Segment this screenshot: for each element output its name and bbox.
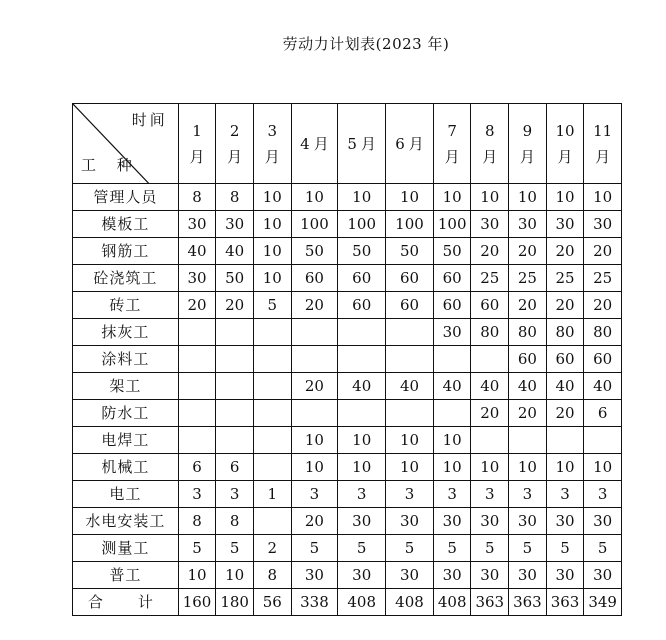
- total-label-cell: 合 计: [73, 589, 179, 616]
- headcount-cell: 80: [471, 319, 509, 346]
- headcount-cell: 10: [386, 184, 434, 211]
- headcount-cell: [471, 346, 509, 373]
- job-type-cell: 模板工: [73, 211, 179, 238]
- headcount-cell: 10: [253, 184, 291, 211]
- headcount-cell: 10: [584, 454, 622, 481]
- headcount-cell: 40: [178, 238, 216, 265]
- headcount-cell: 100: [338, 211, 386, 238]
- month-header-2: [216, 104, 254, 184]
- table-row: [73, 292, 622, 319]
- headcount-cell: 40: [216, 238, 254, 265]
- headcount-cell: 3: [291, 481, 338, 508]
- headcount-cell: 30: [509, 211, 547, 238]
- headcount-cell: [216, 400, 254, 427]
- headcount-cell: 60: [584, 346, 622, 373]
- month-unit: 月: [557, 147, 573, 166]
- headcount-cell: [433, 346, 471, 373]
- header-row: [73, 104, 622, 184]
- headcount-cell: 80: [546, 319, 584, 346]
- headcount-cell: 30: [584, 211, 622, 238]
- headcount-cell: 60: [291, 265, 338, 292]
- table-row: [73, 400, 622, 427]
- total-cell: 160: [178, 589, 216, 616]
- headcount-cell: [584, 427, 622, 454]
- headcount-cell: [178, 400, 216, 427]
- headcount-cell: 20: [509, 400, 547, 427]
- month-unit: 月: [482, 147, 498, 166]
- headcount-cell: [216, 319, 254, 346]
- headcount-cell: [253, 400, 291, 427]
- headcount-cell: 40: [338, 373, 386, 400]
- headcount-cell: 40: [546, 373, 584, 400]
- headcount-cell: 10: [291, 184, 338, 211]
- headcount-cell: 30: [471, 508, 509, 535]
- headcount-cell: 1: [253, 481, 291, 508]
- time-axis-label: 时间: [131, 111, 168, 129]
- headcount-cell: 3: [216, 481, 254, 508]
- headcount-cell: [253, 346, 291, 373]
- headcount-cell: 3: [584, 481, 622, 508]
- headcount-cell: [471, 427, 509, 454]
- job-type-cell: 电工: [73, 481, 179, 508]
- headcount-cell: 10: [253, 211, 291, 238]
- headcount-cell: 30: [338, 562, 386, 589]
- table-row: [73, 562, 622, 589]
- headcount-cell: 60: [338, 292, 386, 319]
- total-cell: 408: [386, 589, 434, 616]
- headcount-cell: 100: [386, 211, 434, 238]
- headcount-cell: [253, 427, 291, 454]
- headcount-cell: 10: [291, 454, 338, 481]
- headcount-cell: 20: [216, 292, 254, 319]
- job-type-cell: 砼浇筑工: [73, 265, 179, 292]
- headcount-cell: 3: [178, 481, 216, 508]
- headcount-cell: 3: [509, 481, 547, 508]
- headcount-cell: 50: [216, 265, 254, 292]
- month-number: 8: [485, 121, 495, 140]
- headcount-cell: [253, 508, 291, 535]
- month-number: 2: [229, 121, 240, 140]
- month-header-6: [386, 104, 434, 184]
- headcount-cell: 5: [509, 535, 547, 562]
- headcount-cell: [178, 319, 216, 346]
- headcount-cell: 80: [584, 319, 622, 346]
- month-header-4: [291, 104, 338, 184]
- headcount-cell: 20: [291, 292, 338, 319]
- table-row: [73, 373, 622, 400]
- headcount-cell: [216, 427, 254, 454]
- headcount-cell: 6: [178, 454, 216, 481]
- headcount-cell: 30: [546, 508, 584, 535]
- headcount-cell: 30: [291, 562, 338, 589]
- total-cell: 408: [338, 589, 386, 616]
- labor-plan-table: [72, 103, 622, 616]
- headcount-cell: 10: [291, 427, 338, 454]
- headcount-cell: 30: [216, 211, 254, 238]
- job-type-cell: 机械工: [73, 454, 179, 481]
- headcount-cell: [253, 373, 291, 400]
- headcount-cell: [509, 427, 547, 454]
- job-type-cell: 钢筋工: [73, 238, 179, 265]
- total-cell: 363: [546, 589, 584, 616]
- headcount-cell: 40: [509, 373, 547, 400]
- month-unit: 月: [189, 147, 205, 166]
- headcount-cell: 3: [546, 481, 584, 508]
- headcount-cell: [178, 373, 216, 400]
- month-header-3: [253, 104, 291, 184]
- headcount-cell: 8: [178, 508, 216, 535]
- headcount-cell: [546, 427, 584, 454]
- headcount-cell: [291, 400, 338, 427]
- job-type-cell: 架工: [73, 373, 179, 400]
- headcount-cell: 10: [178, 562, 216, 589]
- table-row: [73, 238, 622, 265]
- headcount-cell: 20: [509, 292, 547, 319]
- headcount-cell: [216, 373, 254, 400]
- headcount-cell: [433, 400, 471, 427]
- headcount-cell: 10: [386, 454, 434, 481]
- headcount-cell: [386, 400, 434, 427]
- headcount-cell: 20: [178, 292, 216, 319]
- headcount-cell: 5: [546, 535, 584, 562]
- month-number: 1: [192, 121, 202, 140]
- month-header-8: [471, 104, 509, 184]
- total-cell: 338: [291, 589, 338, 616]
- headcount-cell: [386, 319, 434, 346]
- headcount-cell: 10: [433, 427, 471, 454]
- headcount-cell: 30: [471, 562, 509, 589]
- table-row: [73, 454, 622, 481]
- headcount-cell: 20: [584, 238, 622, 265]
- headcount-cell: 10: [386, 427, 434, 454]
- headcount-cell: 5: [386, 535, 434, 562]
- headcount-cell: 3: [433, 481, 471, 508]
- headcount-cell: 8: [253, 562, 291, 589]
- headcount-cell: 50: [433, 238, 471, 265]
- headcount-cell: 6: [216, 454, 254, 481]
- headcount-cell: [338, 346, 386, 373]
- headcount-cell: 10: [471, 454, 509, 481]
- headcount-cell: 5: [584, 535, 622, 562]
- job-type-cell: 防水工: [73, 400, 179, 427]
- job-type-cell: 管理人员: [73, 184, 179, 211]
- headcount-cell: 20: [291, 508, 338, 535]
- headcount-cell: 50: [291, 238, 338, 265]
- total-cell: 408: [433, 589, 471, 616]
- headcount-cell: 50: [338, 238, 386, 265]
- month-header-7: [433, 104, 471, 184]
- headcount-cell: 5: [253, 292, 291, 319]
- headcount-cell: 60: [433, 292, 471, 319]
- headcount-cell: [253, 319, 291, 346]
- headcount-cell: 3: [386, 481, 434, 508]
- headcount-cell: 8: [216, 508, 254, 535]
- headcount-cell: 20: [546, 292, 584, 319]
- month-number: 6: [395, 134, 405, 153]
- headcount-cell: 5: [178, 535, 216, 562]
- headcount-cell: 25: [471, 265, 509, 292]
- headcount-cell: 30: [178, 211, 216, 238]
- table-row: [73, 265, 622, 292]
- month-number: 7: [447, 121, 457, 140]
- headcount-cell: 30: [546, 562, 584, 589]
- headcount-cell: 20: [584, 292, 622, 319]
- headcount-cell: 50: [386, 238, 434, 265]
- corner-header-cell: [73, 104, 179, 184]
- headcount-cell: 20: [471, 400, 509, 427]
- headcount-cell: 30: [509, 508, 547, 535]
- headcount-cell: 40: [386, 373, 434, 400]
- month-unit: 月: [313, 134, 329, 153]
- headcount-cell: 10: [253, 265, 291, 292]
- headcount-cell: [291, 319, 338, 346]
- headcount-cell: 8: [216, 184, 254, 211]
- table-row: [73, 535, 622, 562]
- table-row: [73, 184, 622, 211]
- headcount-cell: 30: [546, 211, 584, 238]
- job-type-cell: 水电安装工: [73, 508, 179, 535]
- headcount-cell: 10: [509, 454, 547, 481]
- headcount-cell: 30: [338, 508, 386, 535]
- month-unit: 月: [444, 147, 460, 166]
- month-unit: 月: [519, 147, 535, 166]
- headcount-cell: 60: [509, 346, 547, 373]
- headcount-cell: 20: [546, 238, 584, 265]
- headcount-cell: 5: [338, 535, 386, 562]
- table-body: [73, 184, 622, 616]
- headcount-cell: 2: [253, 535, 291, 562]
- headcount-cell: [178, 427, 216, 454]
- total-cell: 180: [216, 589, 254, 616]
- headcount-cell: 40: [584, 373, 622, 400]
- table-row: [73, 427, 622, 454]
- month-number: 9: [522, 121, 533, 140]
- headcount-cell: 10: [546, 184, 584, 211]
- headcount-cell: 10: [216, 562, 254, 589]
- month-header-5: [338, 104, 386, 184]
- headcount-cell: 100: [291, 211, 338, 238]
- headcount-cell: 3: [471, 481, 509, 508]
- job-type-cell: 测量工: [73, 535, 179, 562]
- headcount-cell: [338, 319, 386, 346]
- headcount-cell: 60: [433, 265, 471, 292]
- job-type-cell: 普工: [73, 562, 179, 589]
- headcount-cell: 60: [471, 292, 509, 319]
- headcount-cell: 5: [216, 535, 254, 562]
- job-type-cell: 抹灰工: [73, 319, 179, 346]
- month-header-9: [509, 104, 547, 184]
- table-row: [73, 481, 622, 508]
- headcount-cell: 20: [471, 238, 509, 265]
- headcount-cell: 25: [546, 265, 584, 292]
- month-header-1: [178, 104, 216, 184]
- month-number: 10: [555, 121, 575, 140]
- headcount-cell: [338, 400, 386, 427]
- headcount-cell: 100: [433, 211, 471, 238]
- month-number: 4: [300, 134, 310, 153]
- page-title: 劳动力计划表(2023 年): [282, 35, 450, 53]
- headcount-cell: 40: [471, 373, 509, 400]
- headcount-cell: 20: [546, 400, 584, 427]
- headcount-cell: 30: [471, 211, 509, 238]
- table-row: [73, 508, 622, 535]
- month-unit: 月: [408, 134, 424, 153]
- headcount-cell: 30: [433, 319, 471, 346]
- headcount-cell: 30: [433, 562, 471, 589]
- headcount-cell: 10: [253, 238, 291, 265]
- headcount-cell: 10: [338, 454, 386, 481]
- table-row: [73, 211, 622, 238]
- month-unit: 月: [595, 147, 611, 166]
- headcount-cell: 10: [433, 184, 471, 211]
- headcount-cell: 30: [386, 508, 434, 535]
- total-cell: 56: [253, 589, 291, 616]
- headcount-cell: 5: [471, 535, 509, 562]
- headcount-cell: 10: [471, 184, 509, 211]
- headcount-cell: 20: [509, 238, 547, 265]
- headcount-cell: [291, 346, 338, 373]
- headcount-cell: 10: [433, 454, 471, 481]
- total-cell: 363: [509, 589, 547, 616]
- headcount-cell: 40: [433, 373, 471, 400]
- headcount-cell: 30: [509, 562, 547, 589]
- headcount-cell: 60: [386, 265, 434, 292]
- headcount-cell: 30: [433, 508, 471, 535]
- headcount-cell: 5: [433, 535, 471, 562]
- headcount-cell: 3: [338, 481, 386, 508]
- headcount-cell: [386, 346, 434, 373]
- job-type-cell: 涂料工: [73, 346, 179, 373]
- month-number: 3: [267, 121, 278, 140]
- month-unit: 月: [227, 147, 243, 166]
- headcount-cell: 10: [584, 184, 622, 211]
- table-row: [73, 319, 622, 346]
- headcount-cell: 10: [546, 454, 584, 481]
- table-row: [73, 346, 622, 373]
- month-header-10: [546, 104, 584, 184]
- headcount-cell: [178, 346, 216, 373]
- headcount-cell: 25: [509, 265, 547, 292]
- headcount-cell: 30: [584, 508, 622, 535]
- headcount-cell: 5: [291, 535, 338, 562]
- headcount-cell: 6: [584, 400, 622, 427]
- headcount-cell: [216, 346, 254, 373]
- job-type-cell: 砖工: [73, 292, 179, 319]
- total-cell: 363: [471, 589, 509, 616]
- headcount-cell: 30: [386, 562, 434, 589]
- total-row: [73, 589, 622, 616]
- month-header-11: [584, 104, 622, 184]
- total-cell: 349: [584, 589, 622, 616]
- headcount-cell: 30: [178, 265, 216, 292]
- month-unit: 月: [360, 134, 376, 153]
- headcount-cell: 10: [338, 427, 386, 454]
- job-type-cell: 电焊工: [73, 427, 179, 454]
- month-number: 11: [593, 121, 613, 140]
- headcount-cell: 60: [338, 265, 386, 292]
- headcount-cell: 60: [546, 346, 584, 373]
- headcount-cell: 10: [509, 184, 547, 211]
- headcount-cell: 60: [386, 292, 434, 319]
- job-type-axis-label: 工 种: [81, 156, 140, 174]
- headcount-cell: 20: [291, 373, 338, 400]
- headcount-cell: 25: [584, 265, 622, 292]
- headcount-cell: 10: [338, 184, 386, 211]
- headcount-cell: 30: [584, 562, 622, 589]
- headcount-cell: 8: [178, 184, 216, 211]
- month-unit: 月: [264, 147, 280, 166]
- headcount-cell: 80: [509, 319, 547, 346]
- headcount-cell: [253, 454, 291, 481]
- month-number: 5: [347, 134, 357, 153]
